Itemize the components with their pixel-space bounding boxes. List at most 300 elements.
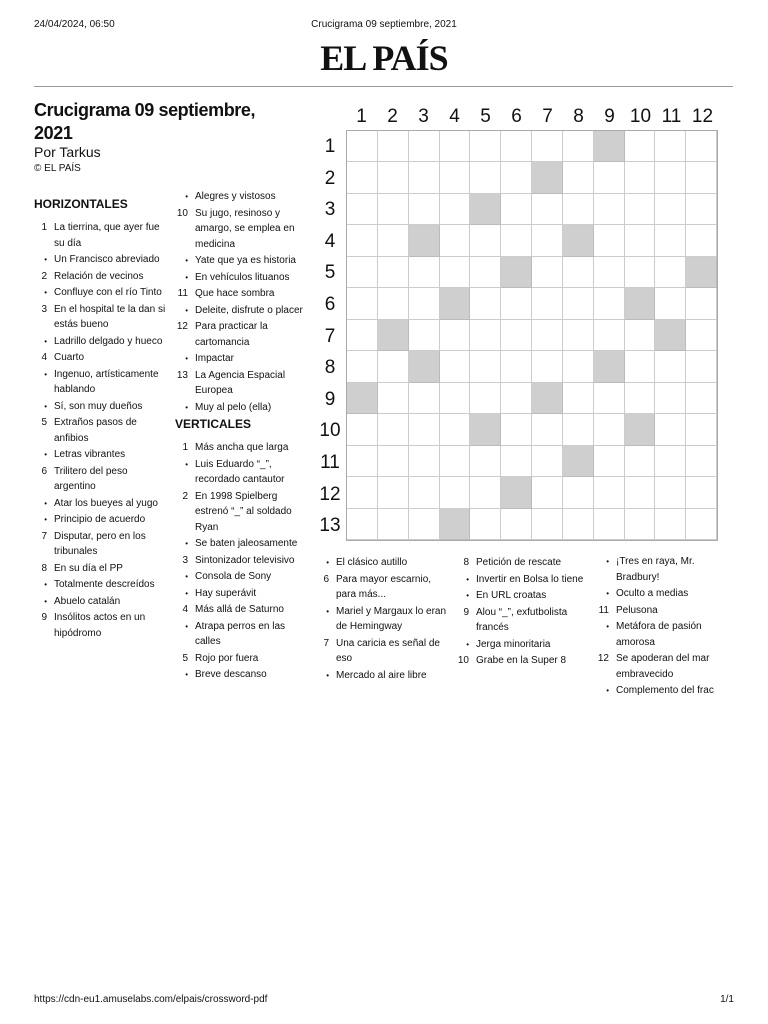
clue-text: Confluye con el río Tinto [54,287,162,298]
grid-cell[interactable] [347,131,378,162]
clue [34,610,168,641]
clue-text: En vehículos lituanos [195,271,290,283]
clue-number: • [326,558,329,567]
clue [596,619,730,650]
down-heading: VERTICALES [175,417,252,431]
grid-cell[interactable] [686,194,717,225]
grid-cell[interactable] [409,288,440,319]
clue-number: • [606,589,609,598]
grid-cell[interactable] [532,131,563,162]
column-number: 12 [691,106,714,127]
column-number: 2 [387,106,398,127]
clue [175,286,309,302]
clue-text: Impactar [195,353,234,364]
row-number: 7 [324,325,336,347]
grid-cell[interactable] [378,257,409,288]
grid-cell[interactable] [501,288,532,319]
grid-cell[interactable] [686,509,717,540]
clue-number: • [44,515,47,524]
grid-cell[interactable] [594,320,625,351]
column-number: 6 [511,106,522,127]
clue [34,302,168,333]
grid-cell[interactable] [563,414,594,445]
grid-cell[interactable] [594,225,625,256]
grid-cell[interactable] [440,194,471,225]
clue-number: 10 [457,655,469,666]
clue-number: • [185,354,188,363]
clue-number: 11 [177,288,188,299]
copyright: © EL PAÍS [34,163,81,174]
clue-number: • [185,588,188,598]
grid-cell[interactable] [594,414,625,445]
grid-cell[interactable] [470,509,501,540]
grid-cell[interactable] [532,194,563,225]
row-number: 6 [324,294,336,315]
clue-text: Consola de Sony [195,571,272,582]
clue-number: • [606,557,609,566]
clue [596,603,730,619]
grid-cell[interactable] [347,162,378,193]
grid-cell[interactable] [378,131,409,162]
grid-cell[interactable] [655,131,686,162]
grid-cell[interactable] [378,162,409,193]
clue-text: Cuarto [54,352,85,363]
blocked-cell [440,288,471,319]
row-number: 12 [319,483,341,505]
grid-cell[interactable] [501,162,532,193]
grid-cell[interactable] [378,194,409,225]
blocked-cell [501,477,532,508]
clue-text: Breve descanso [195,669,267,680]
clue [175,457,309,488]
clue [175,536,309,552]
grid-cell[interactable] [655,477,686,508]
clue-number: 1 [41,222,47,233]
grid-cell[interactable] [594,477,625,508]
grid-cell[interactable] [594,509,625,540]
clue [456,555,588,571]
grid-cell[interactable] [470,351,501,382]
clue [175,602,309,618]
clue-number: 2 [41,270,47,282]
blocked-cell [532,162,563,193]
grid-cell[interactable] [501,194,532,225]
blocked-cell [563,446,594,477]
grid-cell[interactable] [625,131,656,162]
grid-cell[interactable] [409,477,440,508]
grid-cell[interactable] [378,351,409,382]
grid-cell[interactable] [532,288,563,319]
clue [34,334,168,350]
clue [34,464,168,495]
grid-cell[interactable] [655,351,686,382]
clue-text: Mercado al aire libre [336,669,427,681]
grid-cell[interactable] [347,414,378,445]
grid-cell[interactable] [686,477,717,508]
clue-text: En su día el PP [54,562,123,574]
grid-cell[interactable] [347,477,378,508]
grid-cell[interactable] [440,162,471,193]
grid-cell[interactable] [470,162,501,193]
grid-cell[interactable] [440,477,471,508]
grid-cell[interactable] [625,509,656,540]
clue-number: 12 [176,321,188,332]
grid-cell[interactable] [409,131,440,162]
grid-cell[interactable] [409,162,440,193]
grid-cell[interactable] [625,351,656,382]
clue-number: • [185,670,188,679]
el-pais-logo: EL PAÍS [320,38,448,78]
blocked-cell [378,320,409,351]
grid-cell[interactable] [501,131,532,162]
blocked-cell [625,288,656,319]
clue-number: 7 [41,530,47,542]
clue-number: 1 [182,442,188,453]
clue-number: 5 [182,652,188,664]
grid-cell[interactable] [532,257,563,288]
clue [175,368,309,399]
clue-text: Atrapa perros en las calles [195,620,286,647]
grid-cell[interactable] [686,414,717,445]
clue-text: ¡Tres en raya, Mr. Bradbury! [616,556,695,583]
clue [175,619,309,650]
clue [175,270,309,286]
clue-text: Hay superávit [195,587,257,599]
grid-cell[interactable] [655,194,686,225]
clue [175,189,309,205]
clue-number: • [44,401,47,411]
grid-cell[interactable] [347,257,378,288]
column-number: 9 [604,106,615,127]
column-number: 1 [356,106,367,127]
grid-cell[interactable] [440,383,471,414]
grid-cell[interactable] [378,414,409,445]
column-number: 7 [542,106,553,127]
clue-number: 11 [598,604,609,616]
grid-cell[interactable] [532,446,563,477]
blocked-cell [532,383,563,414]
clue-text: Más allá de Saturno [195,604,284,615]
grid-cell[interactable] [625,383,656,414]
clue-text: Pelusona [616,604,658,616]
grid-cell[interactable] [470,477,501,508]
grid-cell[interactable] [655,446,686,477]
grid-cell[interactable] [563,383,594,414]
grid-cell[interactable] [470,225,501,256]
footer-page-number: 1/1 [720,994,734,1005]
clue-number: 4 [182,604,188,615]
grid-cell[interactable] [347,351,378,382]
grid-cell[interactable] [470,131,501,162]
grid-cell[interactable] [532,414,563,445]
clue-number: 13 [176,369,188,381]
clue-number: • [185,192,188,201]
clue-text: Metáfora de pasión amorosa [616,621,702,648]
grid-cell[interactable] [409,194,440,225]
clue [175,440,309,456]
clue-text: Más ancha que larga [195,442,289,453]
clue [34,415,168,446]
grid-cell[interactable] [347,320,378,351]
clue-text: Para mayor escarnio, para más... [336,573,432,600]
clue-number: 9 [463,606,469,618]
clue-number: 3 [41,303,47,315]
clue [175,206,309,253]
blocked-cell [347,383,378,414]
grid-cell[interactable] [409,414,440,445]
grid-cell[interactable] [378,477,409,508]
grid-cell[interactable] [470,320,501,351]
clue-number: • [44,580,47,589]
grid-cell[interactable] [409,509,440,540]
clue-text: Relación de vecinos [54,270,144,282]
clue [34,496,168,512]
grid-cell[interactable] [501,383,532,414]
grid-cell[interactable] [625,257,656,288]
grid-cell[interactable] [563,288,594,319]
clue-number: 9 [41,612,47,623]
clue [34,447,168,463]
blocked-cell [686,257,717,288]
clue [34,285,168,301]
footer-url: https://cdn-eu1.amuselabs.com/elpais/crossword-pdf [34,994,268,1005]
grid-cell[interactable] [378,288,409,319]
clues-column-5 [596,554,730,700]
grid-cell[interactable] [470,383,501,414]
grid-cell[interactable] [594,383,625,414]
column-number: 5 [480,106,491,127]
grid-cell[interactable] [655,225,686,256]
header-divider [34,86,733,87]
clue-number: • [326,606,329,616]
clue-text: Deleite, disfrute o placer [195,304,303,316]
grid-cell[interactable] [625,194,656,225]
grid-cell[interactable] [563,162,594,193]
clue-text: Principio de acuerdo [54,514,146,525]
grid-cell[interactable] [563,320,594,351]
grid-cell[interactable] [470,446,501,477]
puzzle-title: Crucigrama 09 septiembre, 2021 [34,100,256,143]
grid-cell[interactable] [470,257,501,288]
grid-cell[interactable] [563,477,594,508]
grid-cell[interactable] [532,351,563,382]
clue [316,636,448,667]
grid-cell[interactable] [563,194,594,225]
grid-cell[interactable] [532,477,563,508]
grid-cell[interactable] [625,320,656,351]
grid-cell[interactable] [563,131,594,162]
clue-number: • [44,498,47,508]
blocked-cell [563,225,594,256]
grid-cell[interactable] [686,446,717,477]
crossword-grid [346,130,718,541]
grid-cell[interactable] [440,257,471,288]
clue-text: Yate que ya es historia [195,255,296,266]
grid-cell[interactable] [655,257,686,288]
clue-text: Oculto a medias [616,588,689,599]
clue-text: En 1998 Spielberg estrenó “_” al soldado Ryan [195,490,292,533]
grid-cell[interactable] [409,383,440,414]
clue [596,554,730,585]
grid-cell[interactable] [686,131,717,162]
clue-text: Alou “_”, exfutbolista francés [476,606,568,633]
clue-number: • [185,402,188,412]
clue-text: La Agencia Espacial Europea [195,369,286,396]
clue-number: 12 [597,653,609,664]
clue-text: Grabe en la Super 8 [476,655,567,666]
grid-cell[interactable] [655,414,686,445]
clue [456,605,588,636]
grid-cell[interactable] [501,320,532,351]
grid-cell[interactable] [501,446,532,477]
clue [456,572,588,588]
clue-text: Que hace sombra [195,288,275,299]
grid-cell[interactable] [686,162,717,193]
grid-cell[interactable] [625,162,656,193]
grid-cell[interactable] [409,446,440,477]
grid-cell[interactable] [686,383,717,414]
grid-cell[interactable] [347,509,378,540]
grid-cell[interactable] [347,225,378,256]
grid-cell[interactable] [347,194,378,225]
grid-cell[interactable] [409,320,440,351]
row-number: 3 [324,199,336,221]
grid-cell[interactable] [625,446,656,477]
clue-number: • [185,272,188,282]
grid-cell[interactable] [686,351,717,382]
clue [34,269,168,285]
blocked-cell [470,414,501,445]
grid-cell[interactable] [440,414,471,445]
row-number: 11 [320,452,340,473]
grid-cell[interactable] [594,257,625,288]
grid-cell[interactable] [440,351,471,382]
clue [34,561,168,577]
blocked-cell [594,351,625,382]
grid-cell[interactable] [563,257,594,288]
blocked-cell [594,131,625,162]
clue-number: • [606,622,609,631]
clue-number: • [466,639,469,649]
clue-number: • [44,450,47,459]
clue-text: Para practicar la cartomancia [195,321,268,348]
clue [34,512,168,528]
clue-text: Mariel y Margaux lo eran de Hemingway [336,605,447,632]
puzzle-author: Por Tarkus [34,144,101,160]
clue-number: 8 [463,557,469,568]
clue-number: • [185,256,188,265]
clue-number: 5 [41,417,47,428]
grid-cell[interactable] [440,446,471,477]
clue [175,569,309,585]
clue-number: 8 [41,562,47,574]
clues-column-3 [316,555,448,684]
across-heading: HORIZONTALES [34,197,128,211]
clue [34,220,168,251]
clue-text: Ladrillo delgado y hueco [54,335,163,347]
row-number: 2 [324,167,336,189]
grid-cell[interactable] [532,225,563,256]
clue-number: • [44,596,47,606]
clue-text: En el hospital te la dan si estás bueno [54,303,166,330]
clue-text: Sí, son muy dueños [54,400,143,412]
clue [175,489,309,536]
grid-cell[interactable] [655,509,686,540]
clue [456,588,588,604]
clues-column-4 [456,555,588,670]
grid-cell[interactable] [594,288,625,319]
clue-text: Abuelo catalán [54,595,121,607]
clue-text: Complemento del frac [616,685,714,696]
row-number: 1 [324,136,336,157]
grid-cell[interactable] [378,225,409,256]
column-number: 4 [449,106,460,127]
clue-number: • [466,591,469,600]
grid-cell[interactable] [594,446,625,477]
grid-cell[interactable] [440,225,471,256]
grid-cell[interactable] [501,351,532,382]
clue [175,651,309,667]
grid-cell[interactable] [501,509,532,540]
grid-cell[interactable] [686,225,717,256]
clue-text: Una caricia es señal de eso [336,637,440,664]
clue-number: • [44,255,47,264]
clue-number: • [326,670,329,680]
grid-cell[interactable] [686,288,717,319]
clue-number: 2 [182,490,188,502]
clue [34,577,168,593]
grid-cell[interactable] [655,288,686,319]
grid-cell[interactable] [563,351,594,382]
clue [316,668,448,684]
grid-cell[interactable] [409,257,440,288]
clue-text: Atar los bueyes al yugo [54,497,158,509]
grid-cell[interactable] [655,162,686,193]
clue-text: Un Francisco abreviado [54,254,160,265]
grid-cell[interactable] [594,194,625,225]
clue-number: • [606,686,609,695]
blocked-cell [625,414,656,445]
clue-number: • [185,572,188,581]
grid-cell[interactable] [625,225,656,256]
clue-text: Disputar, pero en los tribunales [54,530,146,557]
grid-cell[interactable] [655,383,686,414]
row-number: 10 [319,420,341,442]
grid-cell[interactable] [347,288,378,319]
grid-cell[interactable] [501,414,532,445]
grid-cell[interactable] [532,509,563,540]
grid-cell[interactable] [686,320,717,351]
clue [175,253,309,269]
grid-cell[interactable] [532,320,563,351]
grid-cell[interactable] [378,446,409,477]
grid-cell[interactable] [594,162,625,193]
grid-cell[interactable] [563,509,594,540]
clue [316,572,448,603]
grid-cell[interactable] [440,131,471,162]
clue [456,653,588,669]
grid-cell[interactable] [501,225,532,256]
blocked-cell [470,194,501,225]
grid-cell[interactable] [470,288,501,319]
grid-cell[interactable] [347,446,378,477]
grid-cell[interactable] [625,477,656,508]
grid-cell[interactable] [378,383,409,414]
clue-number: • [44,288,47,297]
grid-cell[interactable] [378,509,409,540]
clue-text: La tierrina, que ayer fue su día [54,222,160,249]
grid-cell[interactable] [440,320,471,351]
